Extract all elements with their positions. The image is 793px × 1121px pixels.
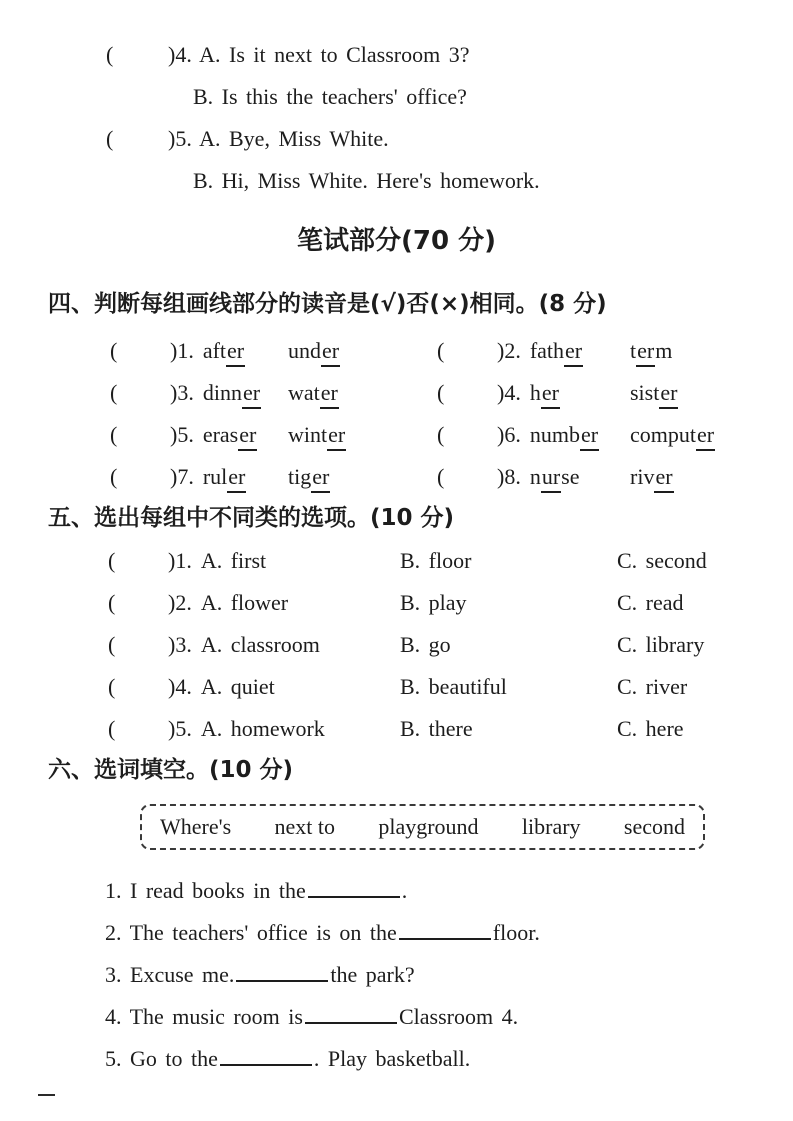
item-number: )1. (170, 338, 194, 363)
answer-paren: ( (110, 338, 118, 363)
sentence-text: 5. Go to the (105, 1046, 218, 1071)
word-bank-item: second (623, 814, 685, 839)
word: river (630, 462, 674, 492)
underlined-letters: er (327, 422, 346, 451)
underlined-letters: er (321, 338, 340, 367)
word: her (530, 380, 560, 409)
answer-blank (308, 876, 400, 898)
odd-one-out-row-4 (108, 672, 687, 702)
answer-paren: ( (108, 716, 116, 741)
sentence-text: . Play basketball. (313, 1046, 471, 1071)
item-number: )2. (168, 590, 192, 615)
answer-paren: ( (108, 590, 116, 615)
word: winter (288, 420, 437, 450)
word-bank-box (140, 804, 705, 850)
word: water (288, 378, 437, 408)
answer-blank (305, 1002, 397, 1024)
word-bank-item: playground (378, 814, 479, 839)
word-bank-item: Where's (160, 814, 232, 839)
listening-q4-option-a: )4. A. Is it next to Classroom 3? (168, 42, 470, 67)
option-a: A. quiet (200, 674, 275, 699)
word: ruler (203, 464, 247, 493)
underlined-letters: ur (541, 464, 561, 493)
option-c: C. read (617, 590, 684, 615)
item-number: )4. (497, 380, 521, 405)
fill-sentence-4 (105, 1002, 518, 1032)
underlined-letters: er (659, 380, 678, 409)
item-number: )1. (168, 548, 192, 573)
answer-paren: ( (110, 380, 118, 405)
pronunciation-row-1-2 (110, 336, 672, 366)
written-part-header: 笔试部分(70 分) (297, 226, 496, 256)
sentence-text: . (401, 878, 408, 903)
underlined-letters: er (242, 380, 261, 409)
fill-sentence-2 (105, 918, 540, 948)
word: dinner (203, 380, 261, 409)
option-c: C. library (617, 632, 705, 657)
answer-paren: ( (106, 126, 114, 151)
word: number (530, 422, 599, 451)
underlined-letters: er (564, 338, 583, 367)
answer-paren: ( (437, 464, 445, 489)
option-a: A. classroom (200, 632, 320, 657)
section-four-title: 四、判断每组画线部分的读音是(√)否(×)相同。(8 分) (48, 291, 607, 317)
option-b: B. there (400, 716, 473, 741)
item-number: )5. (168, 716, 192, 741)
listening-q5-option-a: )5. A. Bye, Miss White. (168, 126, 389, 151)
pronunciation-row-7-8 (110, 462, 674, 492)
listening-q5-line-a (106, 124, 389, 154)
option-a: A. first (200, 548, 267, 573)
listening-q4-line-b (193, 82, 467, 112)
sentence-text: the park? (330, 962, 415, 987)
page-crop-mark (38, 1094, 55, 1096)
item-number: )8. (497, 464, 521, 489)
word: father (530, 338, 583, 367)
word: computer (630, 420, 715, 450)
underlined-letters: er (226, 338, 245, 367)
option-b: B. floor (400, 548, 472, 573)
answer-paren: ( (110, 464, 118, 489)
sentence-text: 1. I read books in the (105, 878, 306, 903)
underlined-letters: er (636, 338, 655, 367)
fill-sentence-1 (105, 876, 407, 906)
underlined-letters: er (227, 464, 246, 493)
listening-q4-line-a (106, 40, 469, 70)
word: tiger (288, 462, 437, 492)
sentence-text: floor. (492, 920, 540, 945)
underlined-letters: er (654, 464, 673, 493)
underlined-letters: er (696, 422, 715, 451)
option-b: B. play (400, 590, 467, 615)
answer-paren: ( (106, 42, 114, 67)
word: after (203, 338, 245, 367)
pronunciation-row-3-4 (110, 378, 678, 408)
listening-q5-option-b: B. Hi, Miss White. Here's homework. (193, 168, 540, 193)
item-number: )4. (168, 674, 192, 699)
item-number: )2. (497, 338, 521, 363)
item-number: )3. (168, 632, 192, 657)
word: under (288, 336, 437, 366)
fill-sentence-5 (105, 1044, 470, 1074)
word: eraser (203, 422, 258, 451)
odd-one-out-row-1 (108, 546, 707, 576)
listening-q5-line-b (193, 166, 540, 196)
answer-blank (236, 960, 328, 982)
section-five-title: 五、选出每组中不同类的选项。(10 分) (48, 505, 455, 531)
answer-paren: ( (437, 422, 445, 447)
word-bank-item: library (521, 814, 581, 839)
sentence-text: 3. Excuse me. (105, 962, 235, 987)
option-c: C. river (617, 674, 688, 699)
option-a: A. homework (200, 716, 325, 741)
option-b: B. beautiful (400, 674, 507, 699)
option-b: B. go (400, 632, 451, 657)
answer-paren: ( (437, 380, 445, 405)
option-a: A. flower (200, 590, 289, 615)
odd-one-out-row-3 (108, 630, 704, 660)
item-number: )5. (170, 422, 194, 447)
section-six-title: 六、选词填空。(10 分) (48, 757, 294, 783)
odd-one-out-row-5 (108, 714, 684, 744)
pronunciation-row-5-6 (110, 420, 715, 450)
fill-sentence-3 (105, 960, 415, 990)
answer-paren: ( (108, 632, 116, 657)
answer-paren: ( (437, 338, 445, 363)
word-bank-item: next to (274, 814, 335, 839)
option-c: C. second (617, 548, 707, 573)
sentence-text: 2. The teachers' office is on the (105, 920, 397, 945)
underlined-letters: er (320, 380, 339, 409)
word: term (630, 336, 672, 366)
sentence-text: Classroom 4. (398, 1004, 519, 1029)
underlined-letters: er (580, 422, 599, 451)
word: sister (630, 378, 678, 408)
answer-paren: ( (110, 422, 118, 447)
word: nurse (530, 464, 580, 493)
item-number: )6. (497, 422, 521, 447)
listening-q4-option-b: B. Is this the teachers' office? (193, 84, 467, 109)
item-number: )7. (170, 464, 194, 489)
item-number: )3. (170, 380, 194, 405)
answer-paren: ( (108, 548, 116, 573)
answer-blank (399, 918, 491, 940)
underlined-letters: er (311, 464, 330, 493)
odd-one-out-row-2 (108, 588, 684, 618)
underlined-letters: er (541, 380, 560, 409)
option-c: C. here (617, 716, 684, 741)
underlined-letters: er (238, 422, 257, 451)
answer-paren: ( (108, 674, 116, 699)
sentence-text: 4. The music room is (105, 1004, 303, 1029)
answer-blank (220, 1044, 312, 1066)
